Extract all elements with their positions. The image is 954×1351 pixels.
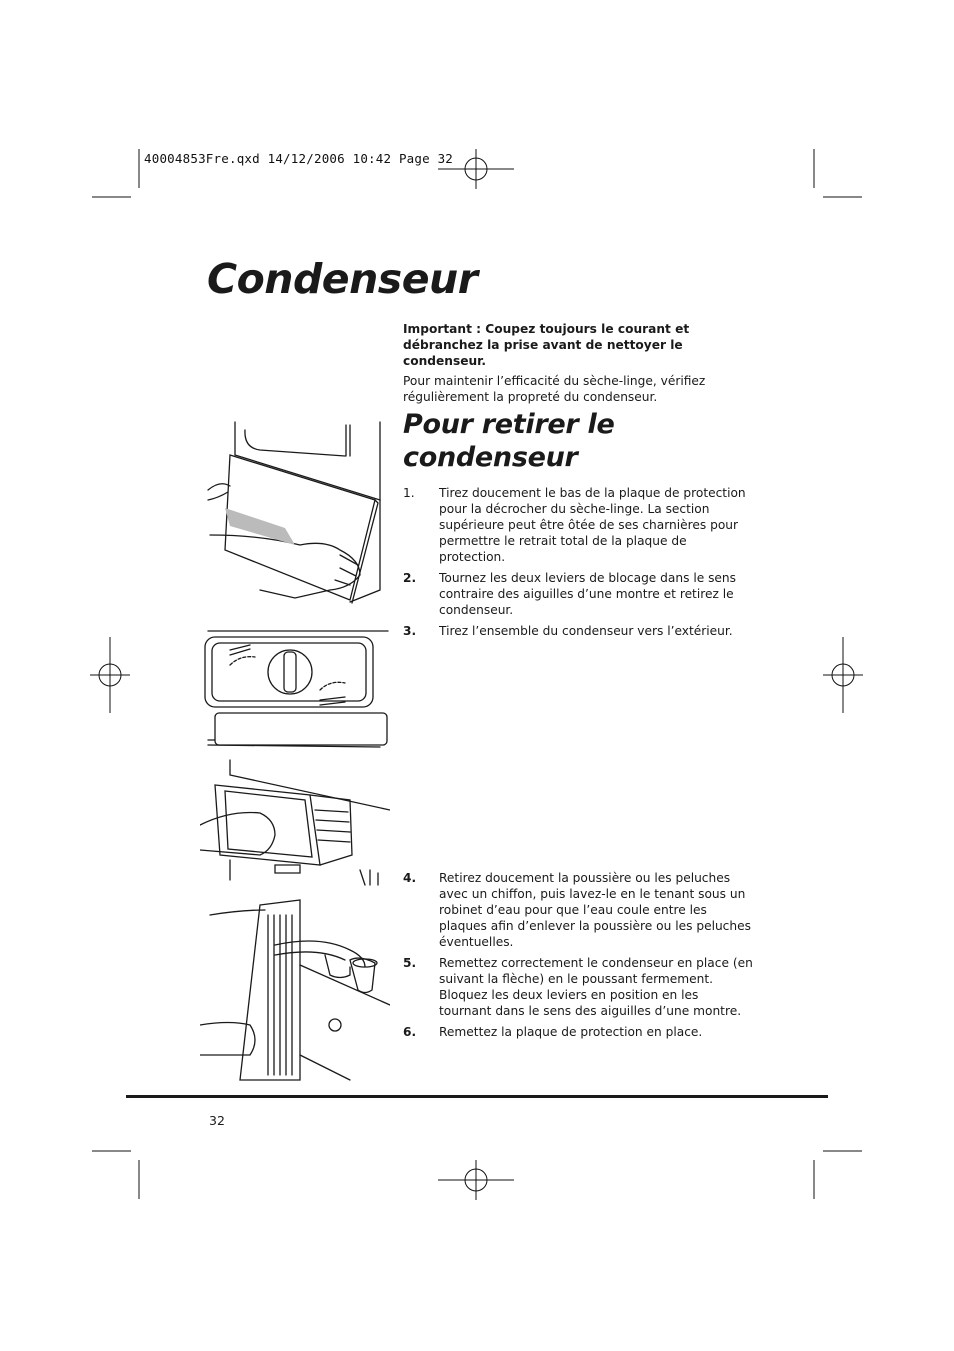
list-item <box>403 1024 753 1040</box>
intro-block <box>403 321 753 409</box>
step-text: Tirez l’ensemble du condenseur vers l’extérieur. <box>439 624 733 638</box>
step-number: 3. <box>403 624 417 638</box>
illustration-remove-panel <box>200 420 390 610</box>
step-number: 2. <box>403 571 417 585</box>
step-text: Tirez doucement le bas de la plaque de protection pour la décrocher du sèche-linge. La section supérieure peut être ôtée de ses charnières pour permettre le retrait total de la plaque de protection. <box>439 486 746 564</box>
intro-text: Pour maintenir l’efficacité du sèche-linge, vérifiez régulièrement la propreté du condenseur. <box>403 374 706 404</box>
illustration-locking-levers <box>200 625 390 750</box>
page-number: 32 <box>209 1113 225 1128</box>
list-item <box>403 485 753 565</box>
list-item <box>403 870 753 950</box>
illustration-pull-condenser <box>200 755 390 890</box>
step-number: 5. <box>403 956 417 970</box>
steps-list-a <box>403 485 753 644</box>
step-number: 4. <box>403 871 417 885</box>
illustration-rinse-condenser <box>200 895 390 1085</box>
step-number: 6. <box>403 1025 417 1039</box>
step-text: Remettez correctement le condenseur en place (en suivant la flèche) en le poussant fermement. Bloquez les deux leviers en position en les tournant dans le sens des aiguilles d’une montre. <box>439 956 753 1018</box>
page-title: Condenseur <box>207 255 478 303</box>
list-item <box>403 955 753 1019</box>
step-text: Tournez les deux leviers de blocage dans le sens contraire des aiguilles d’une montre et retirez le condenseur. <box>439 571 737 617</box>
steps-list-b <box>403 870 753 1045</box>
file-slug: 40004853Fre.qxd 14/12/2006 10:42 Page 32 <box>144 151 454 166</box>
step-text: Retirez doucement la poussière ou les peluches avec un chiffon, puis lavez-le en le tenant sous un robinet d’eau pour que l’eau coule entre les plaques afin d’enlever la poussière ou les peluches éventuelles. <box>439 871 751 949</box>
step-text: Remettez la plaque de protection en place. <box>439 1025 703 1039</box>
list-item <box>403 623 753 639</box>
section-subtitle: Pour retirer le condenseur <box>403 409 615 473</box>
important-notice: Important : Coupez toujours le courant et débranchez la prise avant de nettoyer le condenseur. <box>403 322 690 368</box>
step-number: 1. <box>403 486 415 500</box>
footer-rule <box>126 1095 828 1098</box>
list-item <box>403 570 753 618</box>
